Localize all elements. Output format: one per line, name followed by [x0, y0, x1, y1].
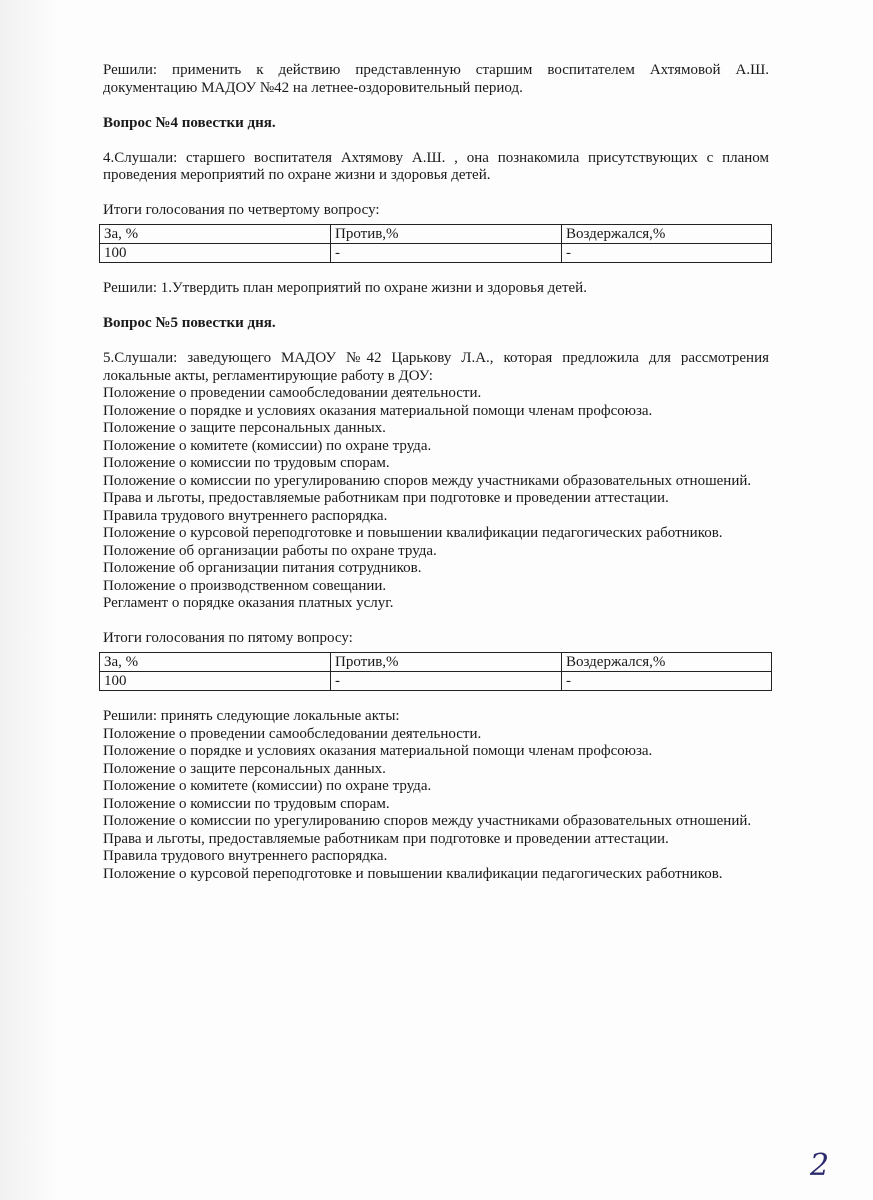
question-5-vote-caption: Итоги голосования по пятому вопросу:	[103, 630, 353, 646]
list-item: Регламент о порядке оказания платных услуг.	[103, 595, 394, 611]
question-5-decision: Решили: принять следующие локальные акты:	[103, 708, 400, 724]
decision-question-3: Решили: применить к действию представленную старшим воспитателем Ахтямовой А.Ш. документацию МАДОУ №42 на летнее-оздоровительный период.	[103, 62, 769, 96]
page-number: 2	[810, 1148, 830, 1183]
vote-value-abstained: -	[562, 671, 772, 690]
list-item: Правила трудового внутреннего распорядка.	[103, 848, 388, 864]
list-item: Положение о производственном совещании.	[103, 577, 387, 594]
question-5-acts-list	[103, 385, 769, 613]
vote-value-against: -	[331, 243, 562, 262]
accepted-acts-list	[103, 726, 769, 884]
vote-value-against: -	[331, 671, 562, 690]
list-item: Положение о комитете (комиссии) по охране труда.	[103, 437, 432, 454]
list-item: Положение о курсовой переподготовке и повышении квалификации педагогических работников.	[103, 525, 723, 541]
question-4-listened: 4.Слушали: старшего воспитателя Ахтямову А.Ш. , она познакомила присутствующих с планом проведения мероприятий по охране жизни и здоровья детей.	[103, 149, 769, 183]
list-item: Права и льготы, предоставляемые работникам при подготовке и проведении аттестации.	[103, 830, 669, 847]
vote-header-abstained: Воздержался,%	[562, 224, 772, 243]
list-item: Положение о проведении самообследовании деятельности.	[103, 725, 482, 742]
list-item: Права и льготы, предоставляемые работникам при подготовке и проведении аттестации.	[103, 490, 669, 506]
question-5-listened: 5.Слушали: заведующего МАДОУ №42 Царькову Л.А., которая предложила для рассмотрения локальные акты, регламентирующие работу в ДОУ:	[103, 350, 769, 384]
list-item: Правила трудового внутреннего распорядка.	[103, 507, 388, 524]
document-body	[103, 62, 769, 883]
vote-header-against: Против,%	[331, 652, 562, 671]
vote-table-header-row	[100, 652, 772, 671]
vote-value-abstained: -	[562, 243, 772, 262]
list-item: Положение о защите персональных данных.	[103, 760, 386, 777]
vote-header-for: За, %	[100, 652, 331, 671]
vote-table-value-row	[100, 243, 772, 262]
vote-table-q5	[99, 652, 772, 691]
vote-header-against: Против,%	[331, 224, 562, 243]
list-item: Положение о комиссии по урегулированию споров между участниками образовательных отношений.	[103, 472, 752, 489]
list-item: Положение о проведении самообследовании деятельности.	[103, 385, 482, 401]
list-item: Положение об организации работы по охране труда.	[103, 542, 437, 559]
list-item: Положение о комиссии по урегулированию споров между участниками образовательных отношений.	[103, 813, 752, 829]
list-item: Положение о порядке и условиях оказания материальной помощи членам профсоюза.	[103, 743, 653, 759]
list-item: Положение о курсовой переподготовке и повышении квалификации педагогических работников.	[103, 865, 723, 882]
question-4-vote-caption: Итоги голосования по четвертому вопросу:	[103, 202, 380, 218]
vote-table-header-row	[100, 224, 772, 243]
list-item: Положение об организации питания сотрудников.	[103, 560, 422, 576]
list-item: Положение о порядке и условиях оказания материальной помощи членам профсоюза.	[103, 402, 653, 419]
vote-value-for: 100	[100, 671, 331, 690]
vote-header-for: За, %	[100, 224, 331, 243]
page-edge-shadow	[0, 0, 60, 1200]
question-5-heading: Вопрос №5 повестки дня.	[103, 315, 276, 331]
question-4-heading: Вопрос №4 повестки дня.	[103, 114, 276, 131]
list-item: Положение о защите персональных данных.	[103, 420, 386, 436]
list-item: Положение о комиссии по трудовым спорам.	[103, 455, 390, 471]
vote-table-value-row	[100, 671, 772, 690]
vote-table-q4	[99, 224, 772, 263]
list-item: Положение о комиссии по трудовым спорам.	[103, 795, 390, 812]
question-4-decision: Решили: 1.Утвердить план мероприятий по охране жизни и здоровья детей.	[103, 280, 587, 296]
vote-value-for: 100	[100, 243, 331, 262]
vote-header-abstained: Воздержался,%	[562, 652, 772, 671]
list-item: Положение о комитете (комиссии) по охране труда.	[103, 778, 432, 794]
